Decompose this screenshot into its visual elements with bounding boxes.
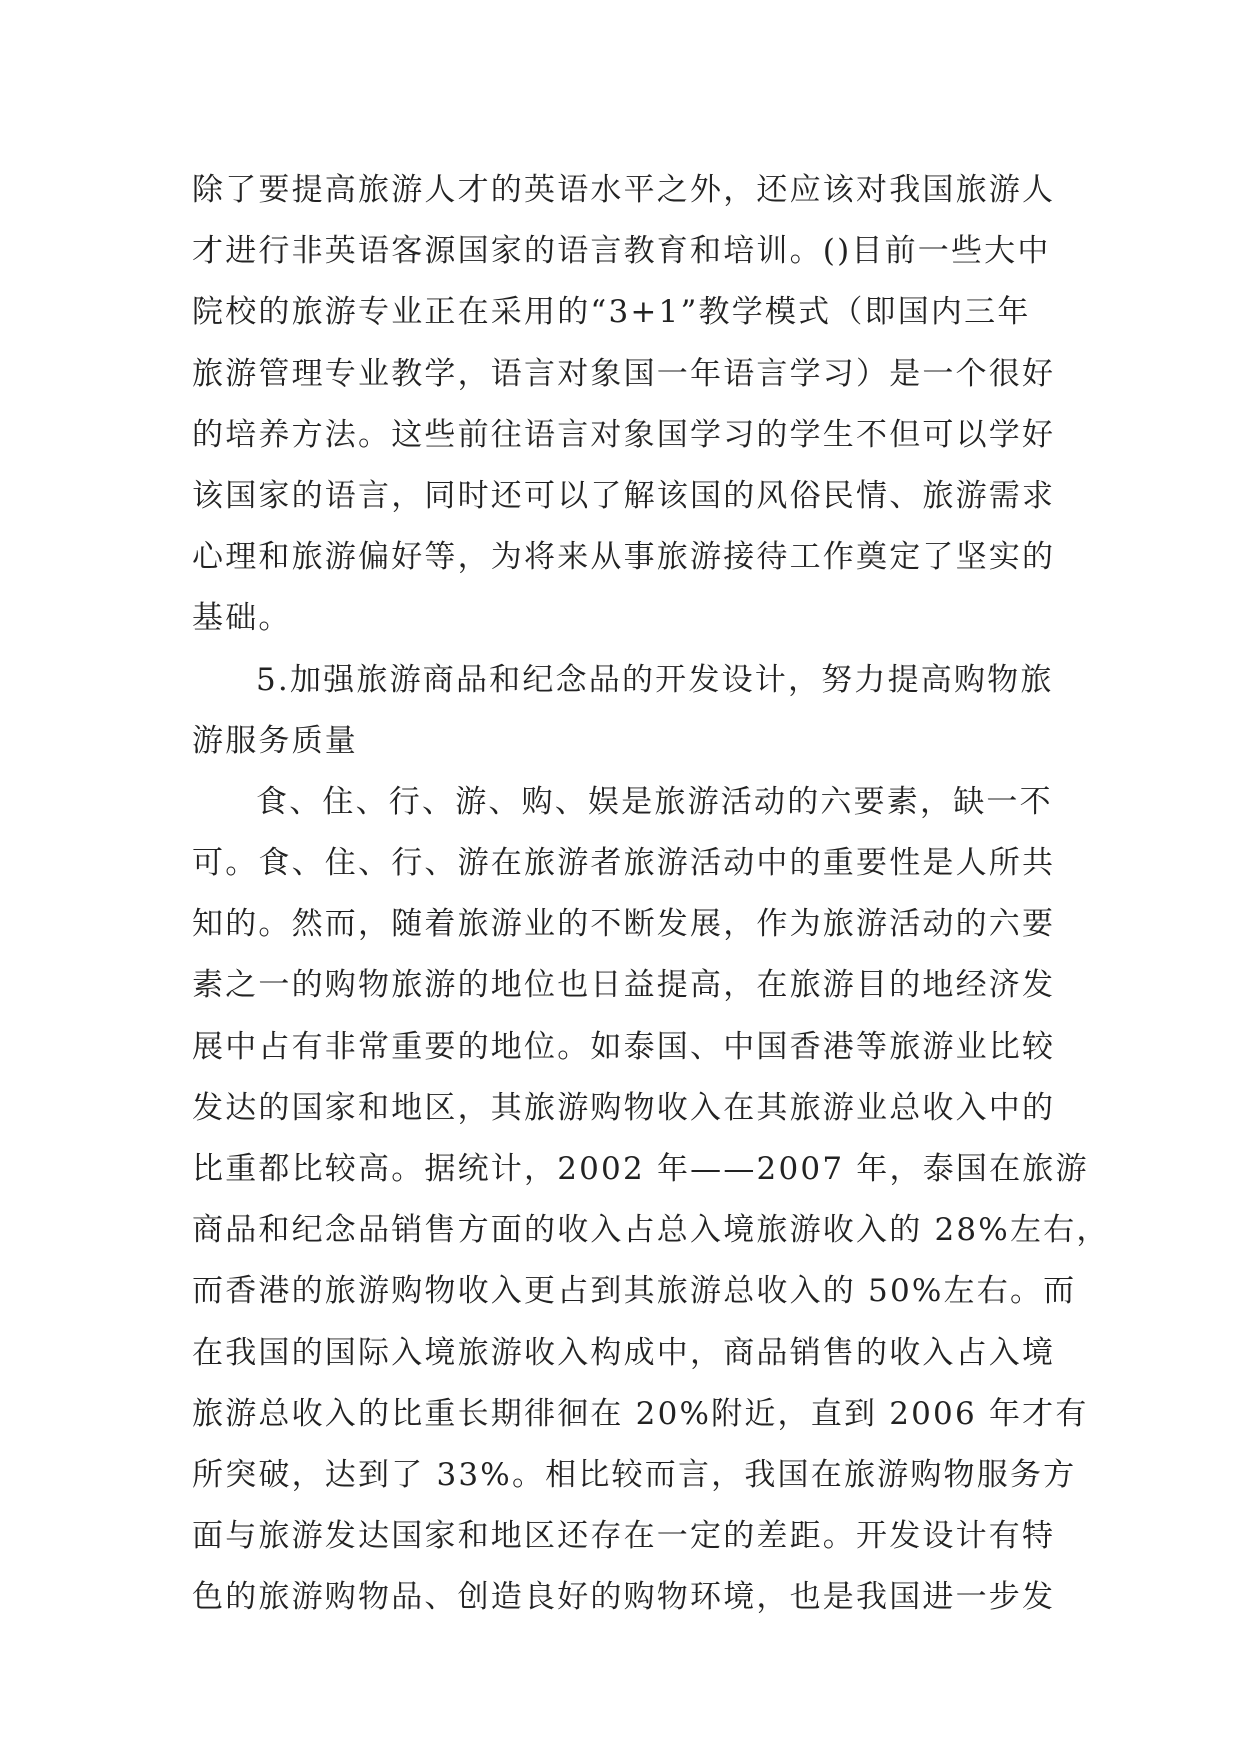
body-text <box>192 160 1110 1629</box>
text-line: 院校的旅游专业正在采用的“3+1”教学模式（即国内三年 <box>192 294 1031 331</box>
text-line: 在我国的国际入境旅游收入构成中，商品销售的收入占入境 <box>192 1334 1056 1371</box>
text-line: 知的。然而，随着旅游业的不断发展，作为旅游活动的六要 <box>192 906 1056 943</box>
text-line: 展中占有非常重要的地位。如泰国、中国香港等旅游业比较 <box>192 1028 1056 1065</box>
text-line: 心理和旅游偏好等，为将来从事旅游接待工作奠定了坚实的 <box>192 539 1056 576</box>
text-line: 除了要提高旅游人才的英语水平之外，还应该对我国旅游人 <box>192 172 1056 208</box>
text-line: 发达的国家和地区，其旅游购物收入在其旅游业总收入中的 <box>192 1089 1056 1126</box>
text-line: 素之一的购物旅游的地位也日益提高，在旅游目的地经济发 <box>192 967 1056 1004</box>
text-line: 才进行非英语客源国家的语言教育和培训。()目前一些大中 <box>192 233 1051 270</box>
section-heading-line: 游服务质量 <box>192 722 358 759</box>
text-line: 商品和纪念品销售方面的收入占总入境旅游收入的 28%左右， <box>192 1212 1110 1249</box>
text-line: 旅游总收入的比重长期徘徊在 20%附近，直到 2006 年才有 <box>192 1395 1089 1432</box>
text-line: 而香港的旅游购物收入更占到其旅游总收入的 50%左右。而 <box>192 1273 1077 1310</box>
text-line: 旅游管理专业教学，语言对象国一年语言学习）是一个很好 <box>192 355 1056 392</box>
text-line: 的培养方法。这些前往语言对象国学习的学生不但可以学好 <box>192 416 1056 453</box>
text-line: 基础。 <box>192 600 292 637</box>
text-line: 所突破，达到了 33%。相比较而言，我国在旅游购物服务方 <box>192 1456 1077 1493</box>
text-line: 食、住、行、游、购、娱是旅游活动的六要素，缺一不 <box>256 783 1053 820</box>
text-line: 可。食、住、行、游在旅游者旅游活动中的重要性是人所共 <box>192 845 1056 882</box>
text-line: 该国家的语言，同时还可以了解该国的风俗民情、旅游需求 <box>192 477 1056 514</box>
text-line: 比重都比较高。据统计，2002 年——2007 年，泰国在旅游 <box>192 1151 1089 1187</box>
text-line: 色的旅游购物品、创造良好的购物环境，也是我国进一步发 <box>192 1579 1056 1616</box>
section-heading-line: 5.加强旅游商品和纪念品的开发设计，努力提高购物旅 <box>256 661 1054 698</box>
text-line: 面与旅游发达国家和地区还存在一定的差距。开发设计有特 <box>192 1518 1056 1555</box>
